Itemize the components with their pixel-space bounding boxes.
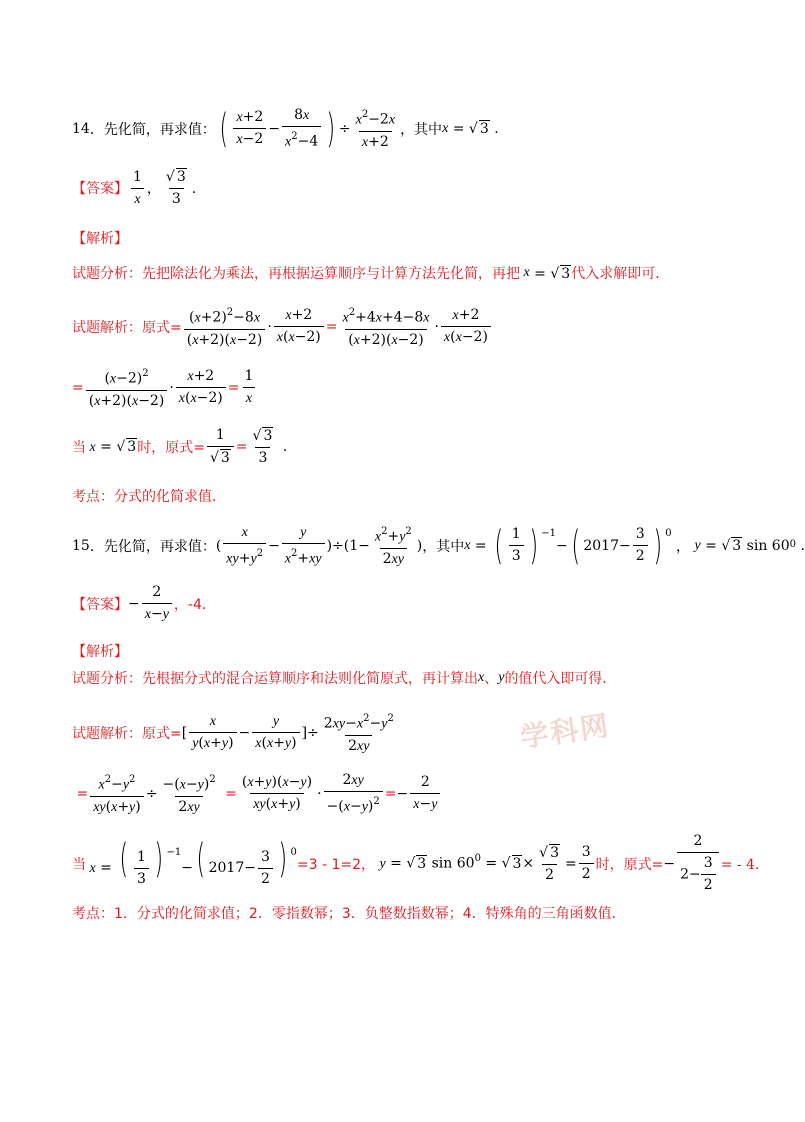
q15-when: 当 x = ( $\frac{1}{3}$ ) $^{-1}$−( 2017− $\frac{3}{2}$ ) $^0$ =3 - 1=2， y = √ 3 $\sin 60^0$ = √ 3× $\frac{√ 3}{2}$ = $\frac{3}{2}$ 时，原式= − 2 2− $\frac{3}{2}$ = - 4． (72, 833, 769, 893)
q14-prompt: ．先化简，再求值： (89, 121, 216, 138)
watermark: 学科网 (518, 708, 613, 755)
q14-when: 当 x = √ 3 时，原式= $\frac{1}{√ 3}$ = $\frac{√ 3}{3}$ . (72, 427, 288, 466)
q14-solution-1: 试题解析：原式= $\frac{(x+2)^2-8x}{(x+2)(x-2)}$ · $\frac{x+2}{x(x-2)}$ = $\frac{x^2+4x+4-8x}{(x+2)(x-2)}$ · $\frac{x+2}{x(x-2)}$ (72, 305, 493, 349)
q15-kaodian: 考点：1．分式的化简求值；2．零指数幂；3．负整数指数幂；4．特殊角的三角函数值． (72, 906, 626, 922)
q15-solution-1: 试题解析：原式= [ $\frac{x}{y(x+y)}$ − $\frac{y}{x(x+y)}$ ]÷ $\frac{2xy-x^2-y^2}{2xy}$ (72, 713, 394, 754)
q15-condition: ，其中 (422, 538, 465, 555)
q15-analysis: 试题分析：先根据分式的混合运算顺序和法则化简原式，再计算出 x 、 y 的值代入即可得． (72, 670, 617, 687)
q14-answer-label: 【答案】 (72, 181, 128, 197)
q14-kaodian: 考点：分式的化简求值． (72, 489, 226, 505)
q15-solution-label: 试题解析：原式= (72, 725, 182, 742)
q14-answer: 【答案】 $\frac{1}{x}$ ， $\frac{√ 3}{3}$ ． (72, 168, 206, 207)
q14-problem: 14 ．先化简，再求值： ( $\frac{x+2}{x-2}$ − $\frac{8x}{x^2-4}$ ) ÷ $\frac{x^2-2x}{x+2}$ ，其中 x = √ 3 . (72, 105, 499, 152)
q15-problem: 15 ．先化简，再求值： ( $\frac{x}{xy+y^2}$ − $\frac{y}{x^2+xy}$ )÷(1− $\frac{x^2+y^2}{2xy}$ ) ，其中 x = ( $\frac{1}{3}$ ) −1 − ( 2017− $\frac{3}{2}$ ) 0 ， y = √ 3 sin 60 0 . (72, 522, 805, 569)
q14-analysis: 试题分析：先把除法化为乘法，再根据运算顺序与计算方法先化简，再把 x = √ 3 代入求解即可． (72, 265, 670, 282)
q14-solution-label: 试题解析：原式= (72, 319, 182, 336)
q15-analysis-label: 【解析】 (72, 644, 128, 660)
q15-answer-label: 【答案】 (72, 596, 128, 613)
q14-number: 14 (72, 120, 90, 137)
q14-analysis-label: 【解析】 (72, 231, 128, 247)
q15-answer: 【答案】 − $\frac{2}{x-y}$ ，-4． (72, 584, 216, 622)
q14-condition: ，其中 (400, 121, 443, 138)
q15-solution-2: = $\frac{x^2-y^2}{xy(x+y)}$ ÷ $\frac{-(x-y)^2}{2xy}$ = $\frac{(x+y)(x-y)}{xy(x+y)}$ · $\frac{2xy}{-(x-y)^2}$ = − $\frac{2}{x-y}$ (72, 772, 442, 816)
q15-prompt: ．先化简，再求值： (89, 538, 216, 555)
q15-answer-value: ，-4． (173, 596, 216, 613)
q15-number: 15 (72, 537, 90, 554)
q14-solution-2: = $\frac{(x-2)^2}{(x+2)(x-2)}$ · $\frac{x+2}{x(x-2)}$ = $\frac{1}{x}$ (72, 368, 254, 409)
